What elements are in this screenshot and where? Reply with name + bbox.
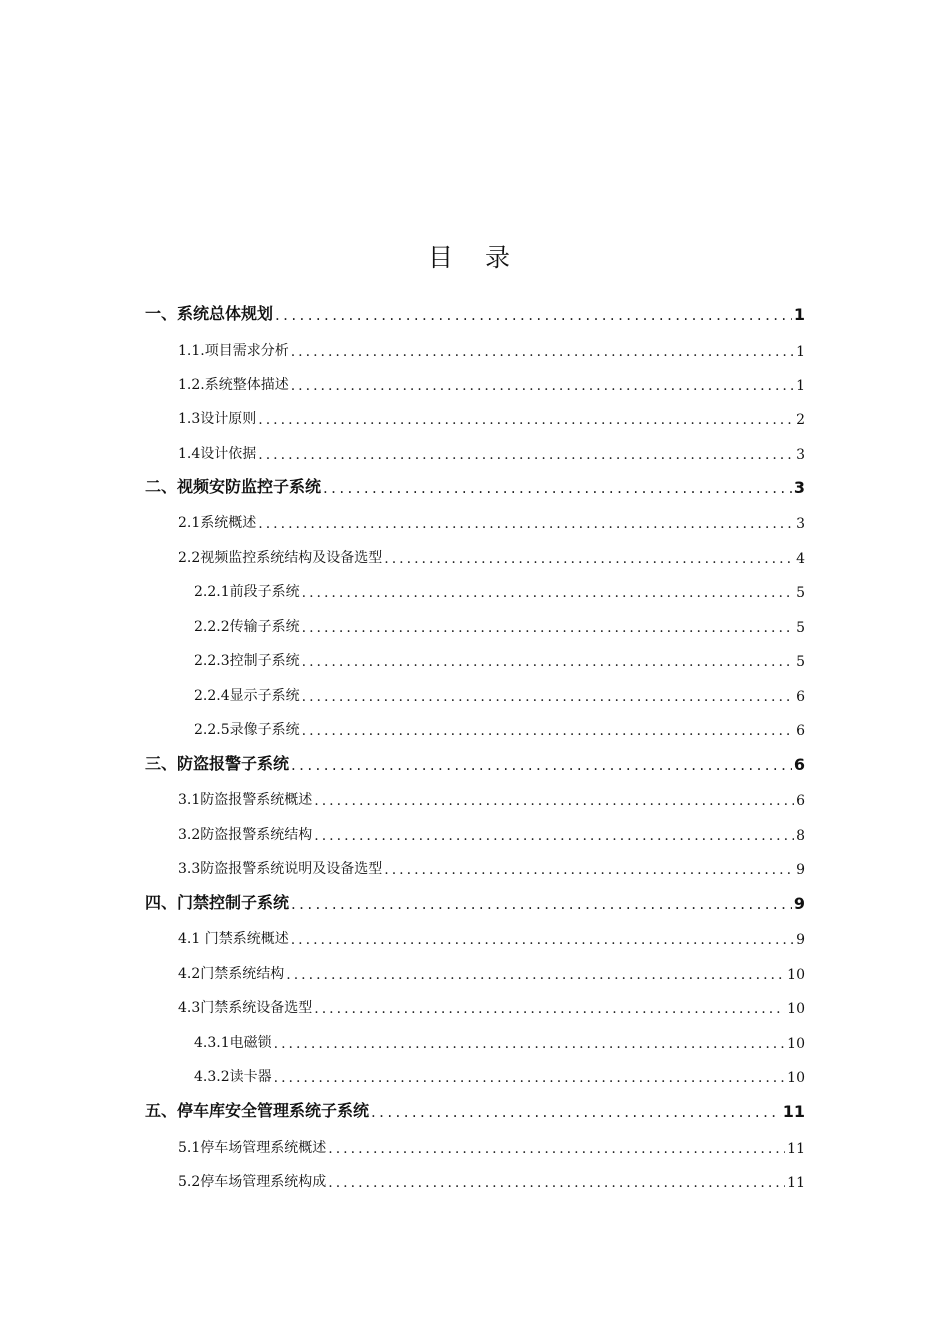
toc-entry-page: 10	[787, 1001, 805, 1017]
toc-entry[interactable]	[178, 1131, 805, 1157]
toc-leader-dots	[384, 862, 794, 878]
toc-leader-dots	[328, 1175, 785, 1191]
toc-leader-dots	[258, 412, 794, 428]
toc-entry-label: 2.2.4显示子系统	[194, 688, 300, 704]
toc-entry-label: 4.3.1电磁锁	[194, 1035, 272, 1051]
toc-entry-label: 3.3防盗报警系统说明及设备选型	[178, 861, 383, 877]
toc-entry-page: 10	[787, 1036, 805, 1052]
toc-leader-dots	[302, 654, 794, 670]
toc-entry[interactable]	[178, 334, 805, 360]
toc-entry-page: 11	[787, 1175, 805, 1191]
toc-leader-dots	[258, 447, 794, 463]
toc-leader-dots	[291, 932, 794, 948]
toc-entry-page: 3	[796, 516, 805, 532]
toc-entry[interactable]	[145, 887, 805, 913]
toc-entry-page: 4	[796, 551, 805, 567]
toc-entry-label: 1.1.项目需求分析	[178, 343, 289, 359]
toc-entry[interactable]	[194, 610, 805, 636]
toc-entry[interactable]	[178, 437, 805, 463]
toc-entry-page: 11	[787, 1141, 805, 1157]
toc-leader-dots	[291, 756, 792, 774]
toc-entry-label: 4.3门禁系统设备选型	[178, 1000, 313, 1016]
toc-entry-label: 4.1 门禁系统概述	[178, 931, 289, 947]
toc-leader-dots	[291, 344, 794, 360]
toc-entry-page: 3	[793, 478, 805, 497]
toc-entry-page: 9	[796, 932, 805, 948]
toc-entry-label: 二、视频安防监控子系统	[145, 477, 322, 496]
toc-entry[interactable]	[194, 679, 805, 705]
toc-entry[interactable]	[145, 1095, 805, 1121]
toc-entry-label: 2.2.1前段子系统	[194, 584, 300, 600]
toc-leader-dots	[275, 306, 792, 324]
toc-leader-dots	[274, 1036, 786, 1052]
toc-leader-dots	[258, 516, 794, 532]
toc-entry[interactable]	[194, 713, 805, 739]
toc-entry[interactable]	[145, 748, 805, 774]
toc-entry-page: 10	[787, 1070, 805, 1086]
toc-entry[interactable]	[178, 957, 805, 983]
toc-leader-dots	[291, 378, 794, 394]
toc-entry[interactable]	[178, 852, 805, 878]
toc-entry-label: 四、门禁控制子系统	[145, 893, 290, 912]
toc-entry-page: 6	[796, 723, 805, 739]
toc-leader-dots	[314, 793, 794, 809]
toc-leader-dots	[286, 967, 785, 983]
toc-leader-dots	[302, 723, 794, 739]
toc-entry-label: 一、系统总体规划	[145, 304, 274, 323]
toc-entry-label: 1.3设计原则	[178, 411, 257, 427]
toc-entry[interactable]	[194, 575, 805, 601]
toc-entry[interactable]	[178, 506, 805, 532]
toc-entry-page: 2	[796, 412, 805, 428]
toc-entry[interactable]	[194, 1026, 805, 1052]
toc-entry-label: 5.2停车场管理系统构成	[178, 1174, 327, 1190]
toc-entry-page: 5	[796, 620, 805, 636]
toc-entry-label: 3.2防盗报警系统结构	[178, 827, 313, 843]
toc-entry-page: 6	[793, 755, 805, 774]
toc-entry-page: 1	[793, 305, 805, 324]
toc-entry-label: 三、防盗报警子系统	[145, 754, 290, 773]
toc-entry[interactable]	[178, 368, 805, 394]
toc-entry-page: 10	[787, 967, 805, 983]
toc-entry-label: 5.1停车场管理系统概述	[178, 1140, 327, 1156]
toc-entry-label: 4.3.2读卡器	[194, 1069, 272, 1085]
toc-entry-label: 2.2视频监控系统结构及设备选型	[178, 550, 383, 566]
toc-entry-label: 2.2.2传输子系统	[194, 619, 300, 635]
toc-entry[interactable]	[178, 1165, 805, 1191]
toc-entry-page: 3	[796, 447, 805, 463]
toc-leader-dots	[371, 1103, 781, 1121]
toc-entry-page: 5	[796, 654, 805, 670]
toc-entry-page: 1	[796, 344, 805, 360]
toc-entry[interactable]	[145, 298, 805, 324]
toc-leader-dots	[328, 1141, 785, 1157]
toc-title: 目 录	[428, 243, 522, 272]
toc-entry[interactable]	[178, 402, 805, 428]
toc-entry[interactable]	[194, 644, 805, 670]
toc-entry-page: 8	[796, 828, 805, 844]
toc-entry[interactable]	[145, 471, 805, 497]
toc-leader-dots	[274, 1070, 786, 1086]
toc-entry-label: 4.2门禁系统结构	[178, 966, 285, 982]
toc-entry[interactable]	[178, 783, 805, 809]
toc-entry-page: 11	[782, 1102, 805, 1121]
toc-entry-page: 6	[796, 793, 805, 809]
toc-entry-label: 1.4设计依据	[178, 446, 257, 462]
toc-leader-dots	[302, 689, 794, 705]
toc-leader-dots	[384, 551, 794, 567]
toc-entry-page: 9	[793, 894, 805, 913]
toc-entry-label: 3.1防盗报警系统概述	[178, 792, 313, 808]
toc-entry-page: 1	[796, 378, 805, 394]
toc-entry-page: 5	[796, 585, 805, 601]
toc-entry[interactable]	[178, 922, 805, 948]
toc-entry-label: 1.2.系统整体描述	[178, 377, 289, 393]
toc-leader-dots	[314, 828, 794, 844]
toc-entry-label: 2.2.3控制子系统	[194, 653, 300, 669]
toc-entry[interactable]	[178, 541, 805, 567]
toc-leader-dots	[302, 620, 794, 636]
toc-leader-dots	[302, 585, 794, 601]
toc-entry[interactable]	[178, 991, 805, 1017]
toc-entry[interactable]	[194, 1060, 805, 1086]
toc-entry[interactable]	[178, 818, 805, 844]
toc-entry-label: 五、停车库安全管理系统子系统	[145, 1101, 370, 1120]
toc-leader-dots	[314, 1001, 785, 1017]
toc-entry-label: 2.2.5录像子系统	[194, 722, 300, 738]
toc-entry-page: 9	[796, 862, 805, 878]
toc-leader-dots	[291, 895, 792, 913]
toc-entry-label: 2.1系统概述	[178, 515, 257, 531]
toc-leader-dots	[323, 479, 792, 497]
toc-entry-page: 6	[796, 689, 805, 705]
